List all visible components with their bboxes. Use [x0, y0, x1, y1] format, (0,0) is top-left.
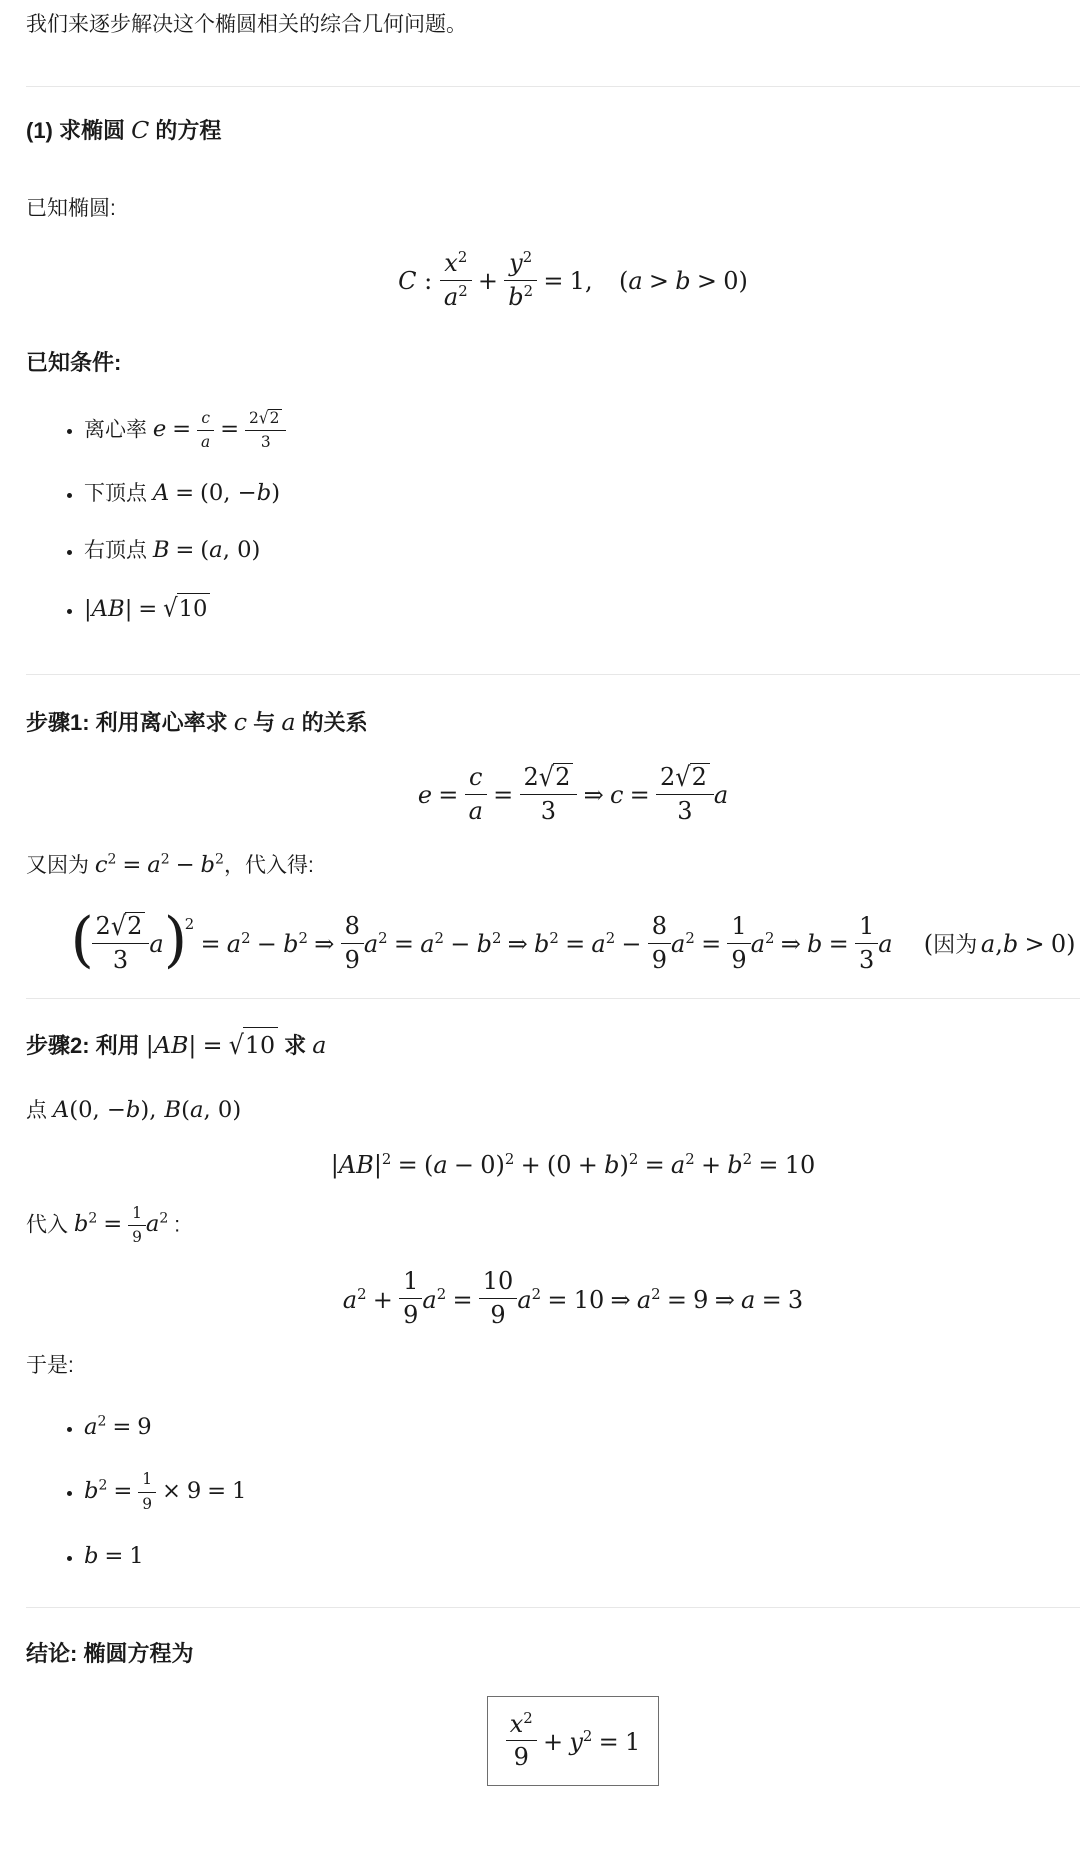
formula-eccentricity-chain: e = $\frac{c}{a}$ = $\frac{2√2}{3}$ ⇒ c = $\frac{2√2}{3}$ a: [417, 761, 729, 826]
section-divider: [26, 86, 1080, 87]
formula-ellipse: C : $\frac{x^2}{a^2}$ + $\frac{y^2}{b^2}$ = 1, (a > b > 0): [398, 248, 748, 312]
step1-heading: 步骤1: 利用离心率求 c 与 a 的关系: [26, 707, 368, 736]
step2-heading: 步骤2: 利用 |AB| = √10 求 a: [26, 1027, 1080, 1062]
list-item-ab-length: • |AB| = √10: [84, 593, 1080, 626]
intro-paragraph: 我们来逐步解决这个椭圆相关的综合几何问题。: [26, 13, 467, 36]
thus-paragraph: 于是:: [26, 1354, 74, 1378]
boxed-equation: $\frac{x^2}{9}$ + $y^2 = 1$: [487, 1696, 659, 1787]
list-item-b: • b = 1: [84, 1541, 1080, 1573]
section-divider: [26, 674, 1080, 675]
results-list: [26, 1412, 1080, 1573]
formula-big-chain: ( $\frac{2√2}{3}$ $a)^2= a^2 - b^2$ ⇒ $\frac{8}{9}$ $a^2 = a^2 - b^2$ ⇒ $b^2 = a^2$ − $\frac{8}{9}$ $a^2$ = $\frac{1}{9}$ $a^2$ ⇒ b = $\frac{1}{3}$ a (因为 a,b > 0): [70, 904, 1076, 975]
part1-heading: (1) 求椭圆 C 的方程: [26, 116, 222, 145]
subst-paragraph: 代入 $b^2$ = $\frac{1}{9}$ $a^2$ :: [26, 1203, 181, 1247]
points-paragraph: 点 A(0, −b), B(a, 0): [26, 1097, 242, 1124]
conditions-list: [26, 409, 1080, 626]
list-item-a-squared: • $a^2 = 9$: [84, 1412, 1080, 1444]
formula-subst-chain: $a^2$ + $\frac{1}{9}$ $a^2$ = $\frac{10}{9}$ $a^2 = 10$ ⇒ $a^2 = 9$ ⇒ a = 3: [342, 1267, 804, 1330]
section-divider: [26, 998, 1080, 999]
list-item-eccentricity: • 离心率 e = $\frac{c}{a}$ = $\frac{2√2}{3}$: [84, 409, 1080, 452]
formula-final-result: [26, 1696, 1080, 1787]
list-item-b-squared: • $b^2$ = $\frac{1}{9}$ × 9 = 1: [84, 1471, 1080, 1513]
list-item-lower-vertex: • 下顶点 A = (0, −b): [84, 478, 1080, 510]
known-ellipse-label: 已知椭圆:: [26, 196, 116, 220]
formula-ab-squared: $|AB|^2 = (a - 0)^2 + (0 + b)^2 = a^2 + b^2 = 10$: [330, 1149, 816, 1179]
conclusion-heading: 结论: 椭圆方程为: [26, 1640, 194, 1666]
known-conditions-label: 已知条件:: [26, 350, 122, 376]
section-divider: [26, 1607, 1080, 1608]
because-paragraph: 又因为 $c^2 = a^2 - b^2$，代入得:: [26, 851, 314, 878]
list-item-right-vertex: • 右顶点 B = (a, 0): [84, 535, 1080, 567]
